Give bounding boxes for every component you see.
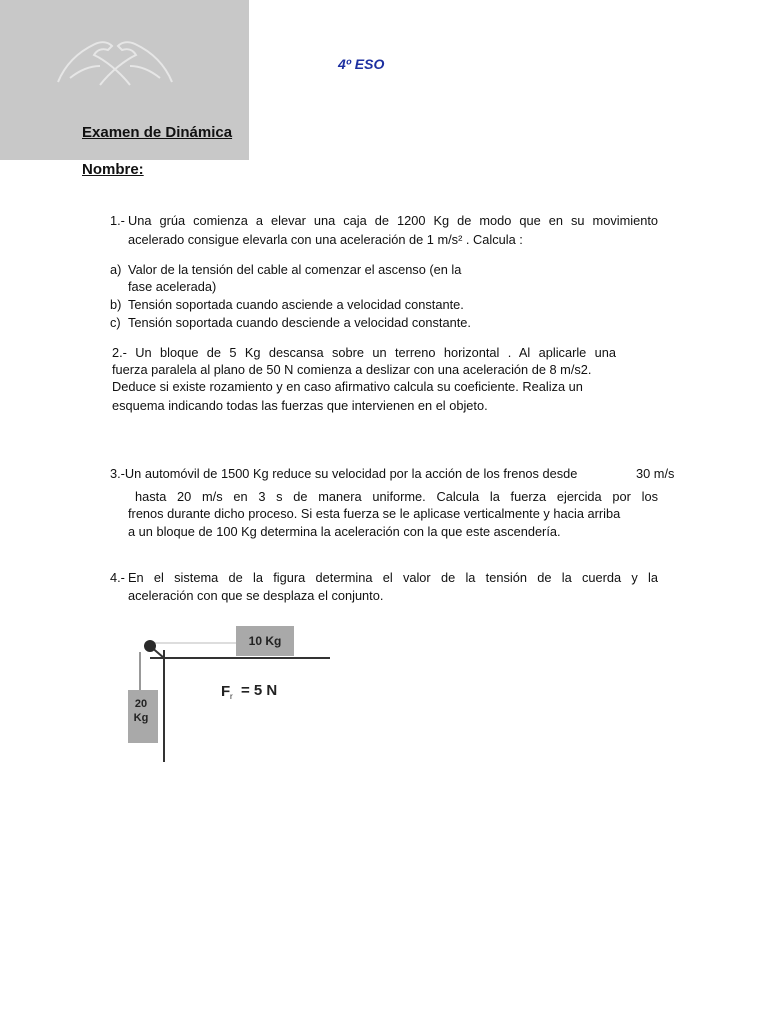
q1-item-a-line-1: Valor de la tensión del cable al comenzar el ascenso (en la (128, 262, 462, 277)
q4-line-2: aceleración con que se desplaza el conjunto. (128, 588, 384, 603)
q1-item-b-line-1: Tensión soportada cuando asciende a velocidad constante. (128, 297, 464, 312)
q1-item-c-marker: c) (110, 315, 121, 330)
q3-speed: 30 m/s (636, 466, 675, 481)
name-label: Nombre: (82, 161, 144, 178)
q3-line-4: a un bloque de 100 Kg determina la aceleración con la que este ascendería. (128, 524, 561, 539)
q2-line-2: fuerza paralela al plano de 50 N comienza a deslizar con una aceleración de 8 m/s2. (112, 362, 592, 377)
pulley-system-figure (120, 612, 340, 767)
friction-subscript: r (230, 692, 233, 701)
pulley-wheel-icon (144, 640, 156, 652)
q1-line-2: acelerado consigue elevarla con una aceleración de 1 m/s² . Calcula : (128, 232, 523, 247)
q3-line-3: frenos durante dicho proceso. Si esta fuerza se le aplicase verticalmente y hacia arriba (128, 506, 621, 521)
q3-line-2: hasta 20 m/s en 3 s de manera uniforme. Calcula la fuerza ejercida por los (135, 489, 658, 504)
friction-value: = 5 N (241, 682, 278, 699)
q4-line-1: En el sistema de la figura determina el valor de la tensión de la cuerda y la (128, 570, 658, 585)
q1-item-a-marker: a) (110, 262, 122, 277)
q1-item-a-line-2: fase acelerada) (128, 279, 217, 294)
q1-item-b-marker: b) (110, 297, 122, 312)
q3-line-1: 3.-Un automóvil de 1500 Kg reduce su velocidad por la acción de los frenos desde (110, 466, 578, 481)
friction-symbol: F (221, 683, 231, 700)
q1-line-1: Una grúa comienza a elevar una caja de 1200 Kg de modo que en su movimiento (128, 213, 658, 228)
block-20kg-label-1: 20 (134, 698, 148, 710)
q2-line-3: Deduce si existe rozamiento y en caso afirmativo calcula su coeficiente. Realiza un (112, 379, 583, 394)
course-label: 4º ESO (338, 56, 385, 72)
horses-logo-icon (50, 30, 180, 95)
q1-number: 1.- (110, 213, 125, 228)
block-20kg-label-2: Kg (133, 712, 149, 724)
q4-number: 4.- (110, 570, 125, 585)
q2-line-4: esquema indicando todas las fuerzas que intervienen en el objeto. (112, 398, 488, 413)
block-10kg-label: 10 Kg (248, 634, 282, 648)
q2-line-1: 2.- Un bloque de 5 Kg descansa sobre un terreno horizontal . Al aplicarle una (112, 345, 616, 360)
exam-title: Examen de Dinámica (82, 124, 233, 141)
q1-item-c-line-1: Tensión soportada cuando desciende a velocidad constante. (128, 315, 471, 330)
